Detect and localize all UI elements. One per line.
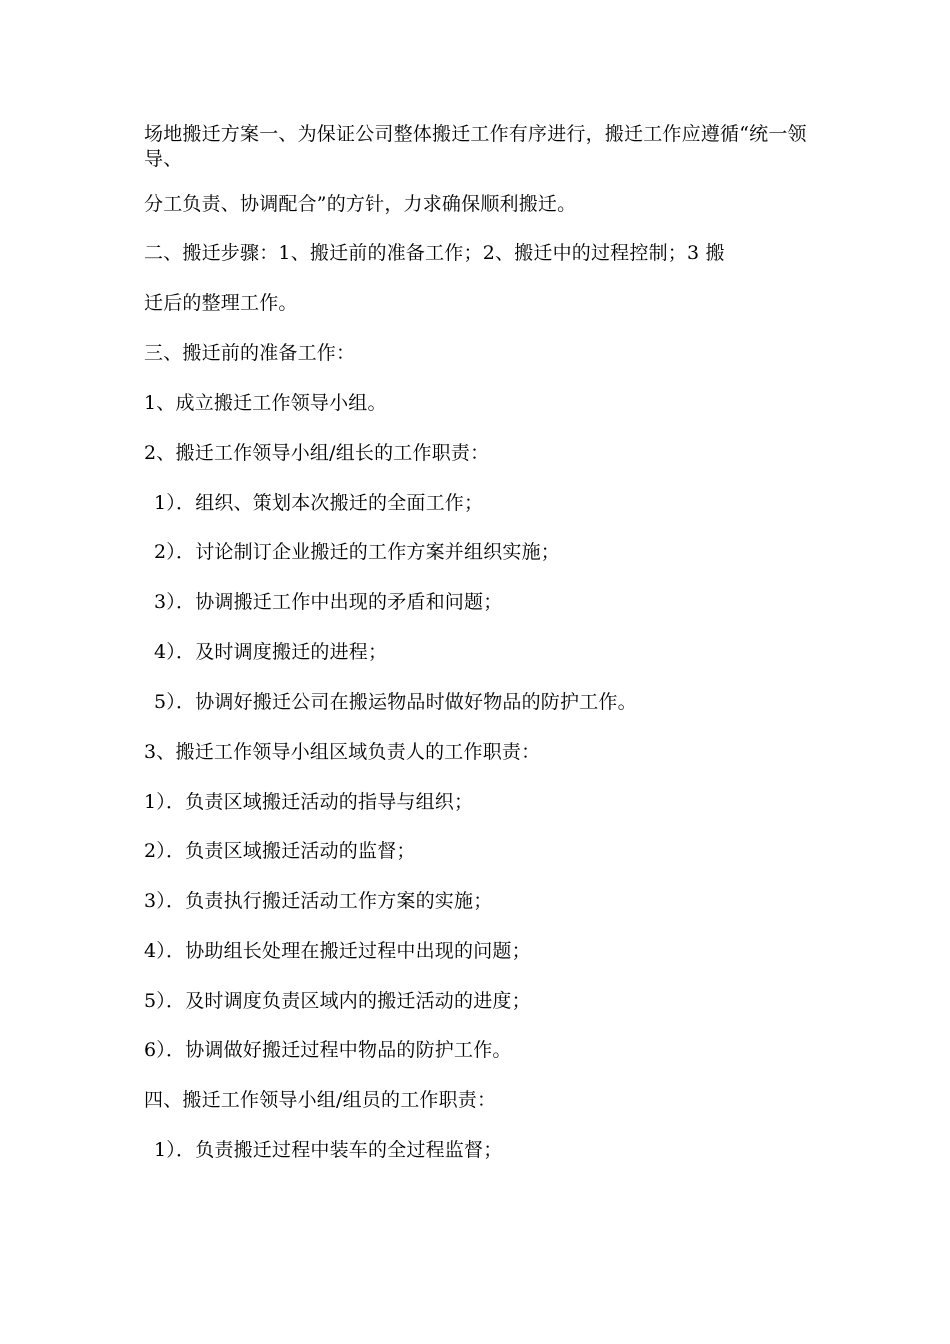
sub-list-item: 6）．协调做好搬迁过程中物品的防护工作。 [144, 1039, 512, 1061]
list-item: 2、搬迁工作领导小组/组长的工作职责： [144, 442, 490, 464]
sub-list-item: 4）．协助组长处理在搬迁过程中出现的问题； [144, 940, 531, 962]
sub-list-item: 2）．讨论制订企业搬迁的工作方案并组织实施； [154, 541, 560, 563]
section-heading-steps: 二、搬迁步骤：1、搬迁前的准备工作；2、搬迁中的过程控制；3 搬 [144, 242, 725, 264]
sub-list-item: 5）．协调好搬迁公司在搬运物品时做好物品的防护工作。 [154, 691, 637, 713]
sub-list-item: 1）．组织、策划本次搬迁的全面工作； [154, 492, 484, 514]
section-steps-continued: 迁后的整理工作。 [144, 292, 298, 314]
sub-list-item: 4）．及时调度搬迁的进程； [154, 641, 388, 663]
sub-list-item: 1）．负责区域搬迁活动的指导与组织； [144, 791, 474, 813]
list-item: 3、搬迁工作领导小组区域负责人的工作职责： [144, 741, 541, 763]
section-heading-preparation: 三、搬迁前的准备工作： [144, 342, 356, 364]
paragraph-intro-continued: 分工负责、协调配合”的方针，力求确保顺利搬迁。 [144, 193, 577, 215]
sub-list-item: 3）．协调搬迁工作中出现的矛盾和问题； [154, 591, 503, 613]
sub-list-item: 2）．负责区域搬迁活动的监督； [144, 840, 416, 862]
sub-list-item: 1）．负责搬迁过程中装车的全过程监督； [154, 1139, 503, 1161]
list-item: 1、成立搬迁工作领导小组。 [144, 392, 387, 414]
sub-list-item: 5）．及时调度负责区域内的搬迁活动的进度； [144, 990, 531, 1012]
sub-list-item: 3）．负责执行搬迁活动工作方案的实施； [144, 890, 493, 912]
paragraph-intro: 场地搬迁方案一、为保证公司整体搬迁工作有序进行，搬迁工作应遵循“统一领导、 [144, 123, 807, 170]
section-heading-members: 四、搬迁工作领导小组/组员的工作职责： [144, 1089, 497, 1111]
